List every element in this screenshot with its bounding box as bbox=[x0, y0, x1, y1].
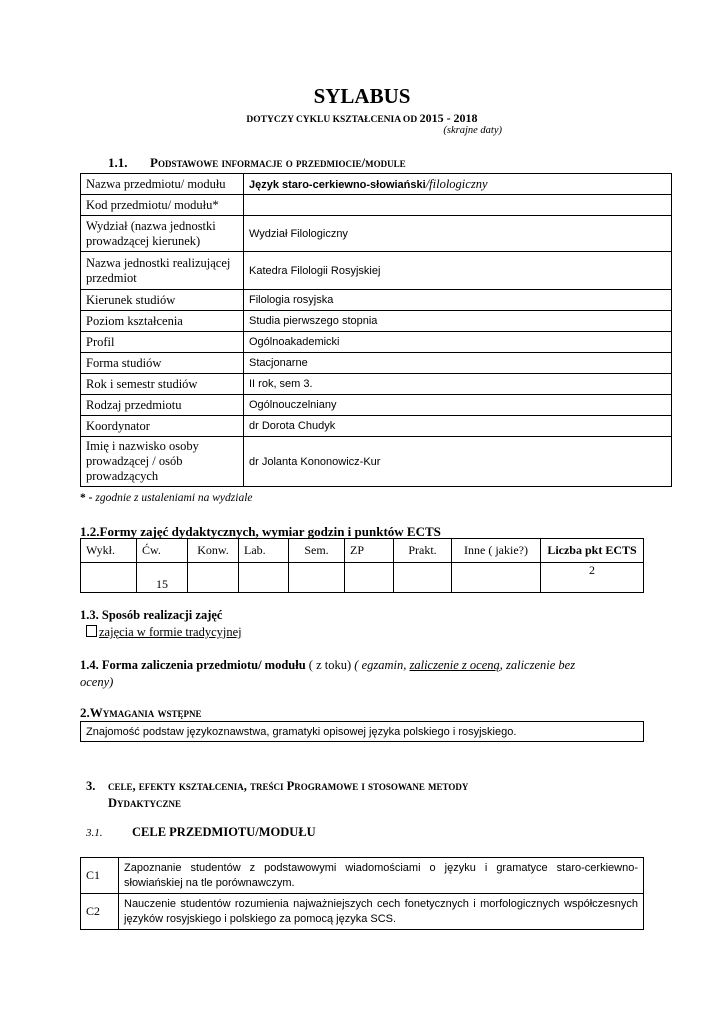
value-cell bbox=[394, 563, 452, 593]
objective-id: C1 bbox=[81, 858, 119, 894]
document-subtitle bbox=[0, 111, 724, 126]
table-row bbox=[81, 174, 672, 195]
cycle-years: 2015 - 2018 bbox=[419, 111, 478, 125]
row-value: Filologia rosyjska bbox=[244, 290, 672, 311]
section-1-1-title: Podstawowe informacje o przedmiocie/module bbox=[150, 155, 406, 170]
option-ungraded-credit-end: oceny) bbox=[80, 675, 114, 689]
section-3-title-line1: cele, efekty kształcenia, treści Programowe i stosowane metody bbox=[108, 779, 469, 793]
objective-text: Nauczenie studentów rozumienia najważniejszych cech fonetycznych i morfologicznych współczesnych języków rosyjskiego i polskiego za pomocą języka SCS. bbox=[119, 894, 644, 930]
course-name-extra: /filologiczny bbox=[425, 176, 488, 191]
section-1-4 bbox=[80, 657, 660, 691]
course-name: Język staro-cerkiewno-słowiański bbox=[249, 178, 426, 191]
header-cell: Inne ( jakie?) bbox=[452, 539, 541, 563]
header-cell: Prakt. bbox=[394, 539, 452, 563]
value-cell bbox=[289, 563, 345, 593]
header-cell: Liczba pkt ECTS bbox=[541, 539, 644, 563]
table-row bbox=[81, 395, 672, 416]
table-row bbox=[81, 290, 672, 311]
row-value: Ogólnoakademicki bbox=[244, 332, 672, 353]
header-cell: Ćw. bbox=[137, 539, 188, 563]
dates-note: (skrajne daty) bbox=[443, 125, 502, 136]
section-3-1-number: 3.1. bbox=[86, 827, 103, 839]
footnote bbox=[80, 492, 253, 504]
table-row bbox=[81, 332, 672, 353]
table-row bbox=[81, 374, 672, 395]
objective-text: Zapoznanie studentów z podstawowymi wiadomościami o języku i gramatyce staro-cerkiewno-słowiańskiej na tle porównawczym. bbox=[119, 858, 644, 894]
row-value: dr Dorota Chudyk bbox=[244, 416, 672, 437]
section-3-heading bbox=[86, 778, 468, 812]
row-key: Koordynator bbox=[81, 416, 244, 437]
section-1-2-heading: 1.2.Formy zajęć dydaktycznych, wymiar godzin i punktów ECTS bbox=[80, 524, 441, 539]
row-value: Stacjonarne bbox=[244, 353, 672, 374]
row-key: Profil bbox=[81, 332, 244, 353]
row-value: Studia pierwszego stopnia bbox=[244, 311, 672, 332]
table-row bbox=[81, 252, 672, 290]
footnote-text: zgodnie z ustaleniami na wydziale bbox=[95, 492, 253, 504]
table-row bbox=[81, 195, 672, 216]
row-key: Wydział (nazwa jednostki prowadzącej kierunek) bbox=[81, 216, 244, 252]
header-cell: Konw. bbox=[188, 539, 239, 563]
value-cell bbox=[188, 563, 239, 593]
row-value: Wydział Filologiczny bbox=[244, 216, 672, 252]
section-3-1-heading bbox=[86, 825, 316, 840]
class-forms-table bbox=[80, 538, 644, 593]
table-row bbox=[81, 894, 644, 930]
row-value bbox=[244, 174, 672, 195]
prerequisites-table bbox=[80, 721, 644, 742]
delivery-option bbox=[86, 625, 242, 640]
section-3-title-line2: Dydaktyczne bbox=[108, 796, 182, 810]
table-row bbox=[81, 858, 644, 894]
value-cell bbox=[81, 563, 137, 593]
section-1-3-heading: 1.3. Sposób realizacji zajęć bbox=[80, 608, 223, 622]
header-cell: Sem. bbox=[289, 539, 345, 563]
row-value: II rok, sem 3. bbox=[244, 374, 672, 395]
row-key: Rok i semestr studiów bbox=[81, 374, 244, 395]
subtitle-prefix: DOTYCZY CYKLU KSZTAŁCENIA OD bbox=[246, 115, 418, 125]
option-ungraded-credit: , zaliczenie bez bbox=[499, 658, 576, 672]
option-graded-credit: zaliczenie z oceną bbox=[409, 658, 500, 672]
table-row bbox=[81, 722, 644, 742]
row-key: Kierunek studiów bbox=[81, 290, 244, 311]
row-key: Nazwa jednostki realizującej przedmiot bbox=[81, 252, 244, 290]
table-row bbox=[81, 437, 672, 487]
row-key: Imię i nazwisko osoby prowadzącej / osób prowadzących bbox=[81, 437, 244, 487]
row-value: dr Jolanta Kononowicz-Kur bbox=[244, 437, 672, 487]
objective-id: C2 bbox=[81, 894, 119, 930]
option-exam: ( egzamin, bbox=[354, 658, 407, 672]
row-key: Forma studiów bbox=[81, 353, 244, 374]
section-2-heading: 2.Wymagania wstępne bbox=[80, 705, 202, 720]
section-1-4-title: 1.4. Forma zaliczenia przedmiotu/ modułu bbox=[80, 658, 306, 672]
document-title: SYLABUS bbox=[313, 84, 411, 108]
header-cell: Wykł. bbox=[81, 539, 137, 563]
row-key: Poziom kształcenia bbox=[81, 311, 244, 332]
value-cell bbox=[452, 563, 541, 593]
basic-info-table bbox=[80, 173, 672, 487]
table-row bbox=[81, 216, 672, 252]
table-header-row bbox=[81, 539, 644, 563]
value-cell bbox=[345, 563, 394, 593]
row-key: Kod przedmiotu/ modułu* bbox=[81, 195, 244, 216]
header-cell: Lab. bbox=[239, 539, 289, 563]
objectives-table bbox=[80, 857, 644, 930]
value-cell: 15 bbox=[137, 563, 188, 593]
section-1-1-number: 1.1. bbox=[108, 155, 128, 170]
footnote-mark: * - bbox=[80, 492, 93, 504]
section-1-1-heading bbox=[108, 155, 406, 171]
delivery-option-label: zajęcia w formie tradycyjnej bbox=[99, 625, 242, 639]
section-3-1-title: CELE PRZEDMIOTU/MODUŁU bbox=[132, 825, 316, 839]
section-1-4-paren: ( z toku) bbox=[308, 658, 352, 672]
table-row bbox=[81, 311, 672, 332]
row-value: Katedra Filologii Rosyjskiej bbox=[244, 252, 672, 290]
header-cell: ZP bbox=[345, 539, 394, 563]
table-row bbox=[81, 353, 672, 374]
section-3-number: 3. bbox=[86, 779, 96, 793]
table-row bbox=[81, 416, 672, 437]
row-value bbox=[244, 195, 672, 216]
row-key: Rodzaj przedmiotu bbox=[81, 395, 244, 416]
row-value: Ogólnouczelniany bbox=[244, 395, 672, 416]
row-key: Nazwa przedmiotu/ modułu bbox=[81, 174, 244, 195]
prerequisites-text: Znajomość podstaw językoznawstwa, gramatyki opisowej języka polskiego i rosyjskiego. bbox=[81, 722, 644, 742]
value-cell bbox=[239, 563, 289, 593]
table-row bbox=[81, 563, 644, 593]
value-cell: 2 bbox=[541, 563, 644, 593]
checkbox[interactable] bbox=[86, 625, 97, 637]
